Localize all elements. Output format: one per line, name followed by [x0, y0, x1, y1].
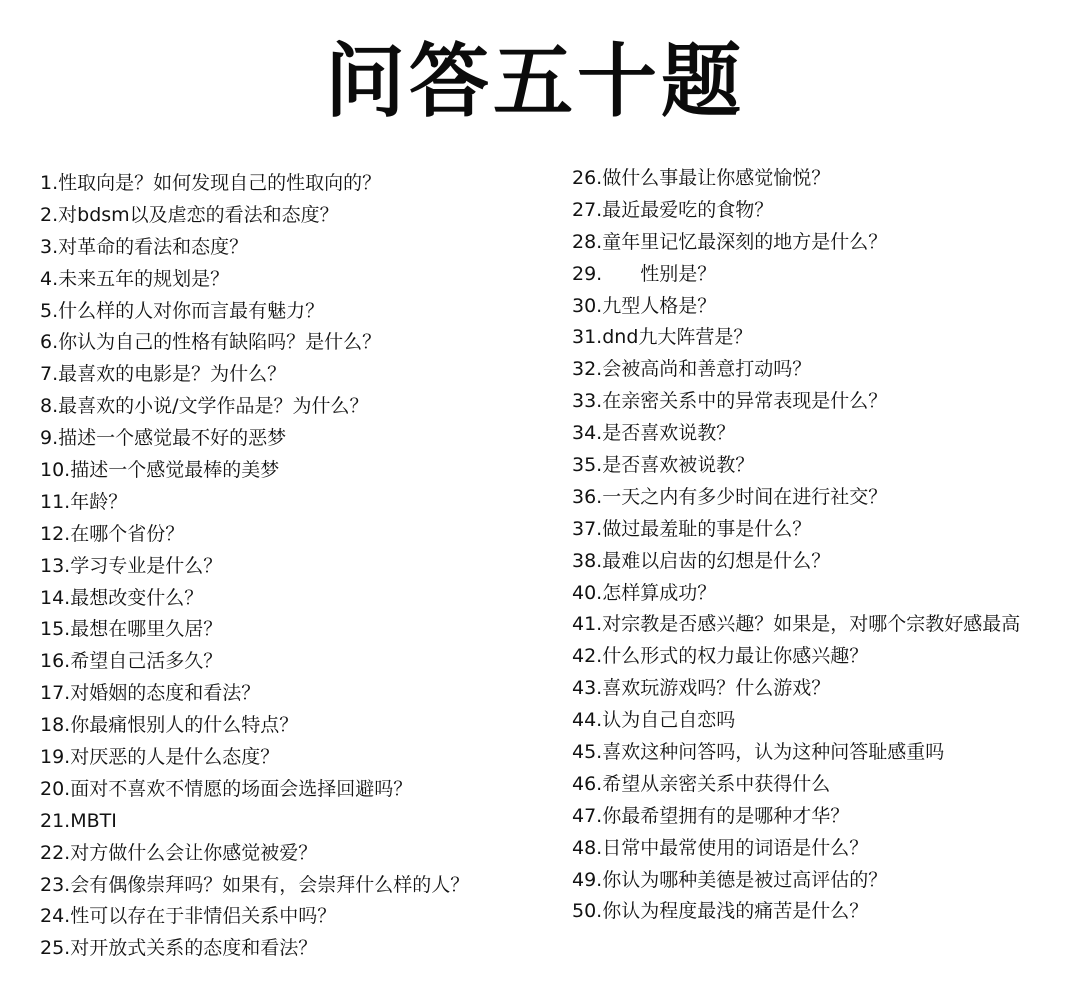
question-item: 50.你认为程度最浅的痛苦是什么？: [572, 900, 869, 923]
question-item: 26.做什么事最让你感觉愉悦？: [572, 167, 831, 189]
question-item: 38.最难以启齿的幻想是什么？: [572, 549, 831, 572]
question-item: 29. 性别是？: [572, 262, 717, 285]
question-item: 46.希望从亲密关系中获得什么: [572, 772, 831, 795]
question-item: 15.最想在哪里久居？: [40, 618, 223, 641]
question-item: 6.你认为自己的性格有缺陷吗？是什么？: [40, 331, 382, 354]
question-item: 45.喜欢这种问答吗，认为这种问答耻感重吗: [572, 741, 945, 764]
question-item: 12.在哪个省份？: [40, 522, 185, 545]
question-item: 48.日常中最常使用的词语是什么？: [572, 836, 869, 859]
question-item: 22.对方做什么会让你感觉被爱？: [40, 841, 318, 864]
question-item: 32.会被高尚和善意打动吗？: [572, 358, 812, 381]
question-item: 25.对开放式关系的态度和看法？: [40, 937, 318, 960]
question-item: 42.什么形式的权力最让你感兴趣？: [572, 645, 869, 668]
question-item: 2.对bdsm以及虐恋的看法和态度？: [40, 203, 339, 226]
question-item: 37.做过最羞耻的事是什么？: [572, 517, 812, 540]
question-item: 31.dnd九大阵营是？: [572, 326, 753, 349]
question-item: 19.对厌恶的人是什么态度？: [40, 746, 280, 769]
question-item: 36.一天之内有多少时间在进行社交？: [572, 485, 888, 508]
question-item: 41.对宗教是否感兴趣？如果是，对哪个宗教好感最高: [572, 613, 1021, 636]
question-list-left: [40, 168, 560, 965]
question-item: 13.学习专业是什么？: [40, 554, 223, 577]
question-item: 18.你最痛恨别人的什么特点？: [40, 714, 299, 737]
question-item: 16.希望自己活多久？: [40, 650, 223, 673]
question-list-right: [572, 163, 1070, 928]
question-item: 3.对革命的看法和态度？: [40, 235, 249, 258]
question-item: 11.年龄？: [40, 490, 128, 513]
question-item: 20.面对不喜欢不情愿的场面会选择回避吗？: [40, 777, 413, 800]
question-item: 43.喜欢玩游戏吗？什么游戏？: [572, 677, 831, 700]
question-item: 10.描述一个感觉最棒的美梦: [40, 459, 280, 482]
question-item: 28.童年里记忆最深刻的地方是什么？: [572, 230, 888, 253]
question-item: 9.描述一个感觉最不好的恶梦: [40, 427, 287, 450]
question-item: 47.你最希望拥有的是哪种才华？: [572, 804, 850, 827]
question-item: 44.认为自己自恋吗: [572, 709, 736, 732]
question-item: 21.MBTI: [40, 809, 117, 832]
question-item: 49.你认为哪种美德是被过高评估的？: [572, 868, 888, 891]
question-item: 14.最想改变什么？: [40, 586, 204, 609]
question-item: 8.最喜欢的小说/文学作品是？为什么？: [40, 395, 369, 418]
question-item: 1.性取向是？如何发现自己的性取向的？: [40, 172, 382, 194]
question-item: 5.什么样的人对你而言最有魅力？: [40, 299, 325, 322]
question-item: 7.最喜欢的电影是？为什么？: [40, 363, 287, 386]
question-item: 33.在亲密关系中的异常表现是什么？: [572, 390, 888, 413]
page-title: 问答五十题: [325, 35, 745, 128]
question-item: 40.怎样算成功？: [572, 581, 717, 604]
question-item: 23.会有偶像崇拜吗？如果有，会崇拜什么样的人？: [40, 873, 470, 896]
question-item: 24.性可以存在于非情侣关系中吗？: [40, 905, 337, 928]
question-item: 4.未来五年的规划是？: [40, 267, 230, 290]
question-item: 27.最近最爱吃的食物？: [572, 198, 774, 221]
question-item: 34.是否喜欢说教？: [572, 422, 736, 445]
question-item: 35.是否喜欢被说教？: [572, 454, 755, 477]
question-item: 30.九型人格是？: [572, 294, 717, 317]
question-item: 17.对婚姻的态度和看法？: [40, 682, 261, 705]
